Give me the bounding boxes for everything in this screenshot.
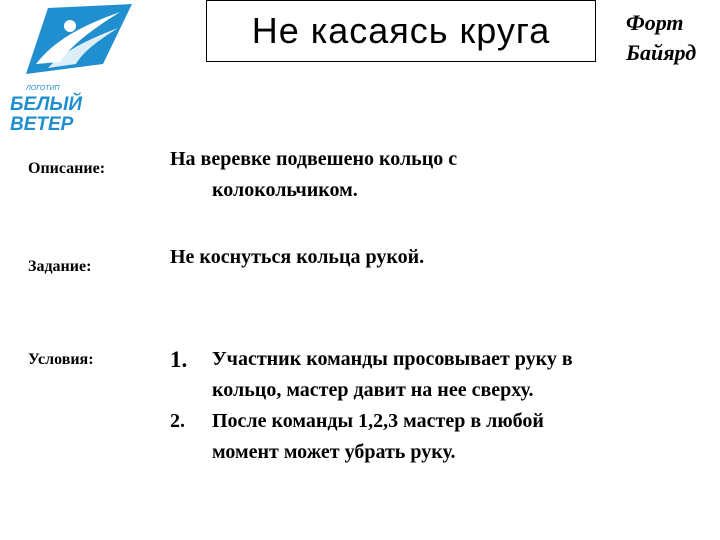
corner-line2: Байярд: [626, 40, 697, 65]
logo: [8, 2, 138, 137]
logo-line1: БЕЛЫЙ: [10, 94, 83, 115]
condition-item-2: [170, 406, 573, 468]
description-label: Описание:: [28, 160, 106, 177]
conditions-list: [170, 344, 573, 468]
description-line1: На веревке подвешено кольцо с: [170, 148, 458, 170]
condition-text-1-line1: Участник команды просовывает руку в: [212, 348, 573, 370]
condition-text-1-line2: кольцо, мастер давит на нее сверху.: [212, 379, 534, 401]
logo-top-text: ЛОГОТИП: [26, 85, 60, 92]
conditions-label: Условия:: [28, 351, 94, 368]
description-line2: колокольчиком.: [212, 179, 358, 201]
condition-number-1: 1.: [170, 347, 188, 372]
logo-emblem: [8, 2, 138, 137]
task-value: Не коснуться кольца рукой.: [170, 246, 425, 268]
corner-caption: [626, 8, 720, 68]
task-label: Задание:: [28, 258, 92, 275]
condition-item-1: [170, 344, 573, 406]
corner-line1: Форт: [626, 10, 684, 35]
page-title-text: Не касаясь круга: [251, 10, 551, 51]
condition-text-2-line2: момент может убрать руку.: [212, 441, 456, 463]
logo-line2: ВЕТЕР: [10, 114, 74, 135]
condition-text-2-line1: После команды 1,2,3 мастер в любой: [212, 410, 544, 432]
description-value: [170, 144, 457, 206]
page-title: [206, 0, 596, 62]
condition-number-2: 2.: [170, 410, 185, 432]
